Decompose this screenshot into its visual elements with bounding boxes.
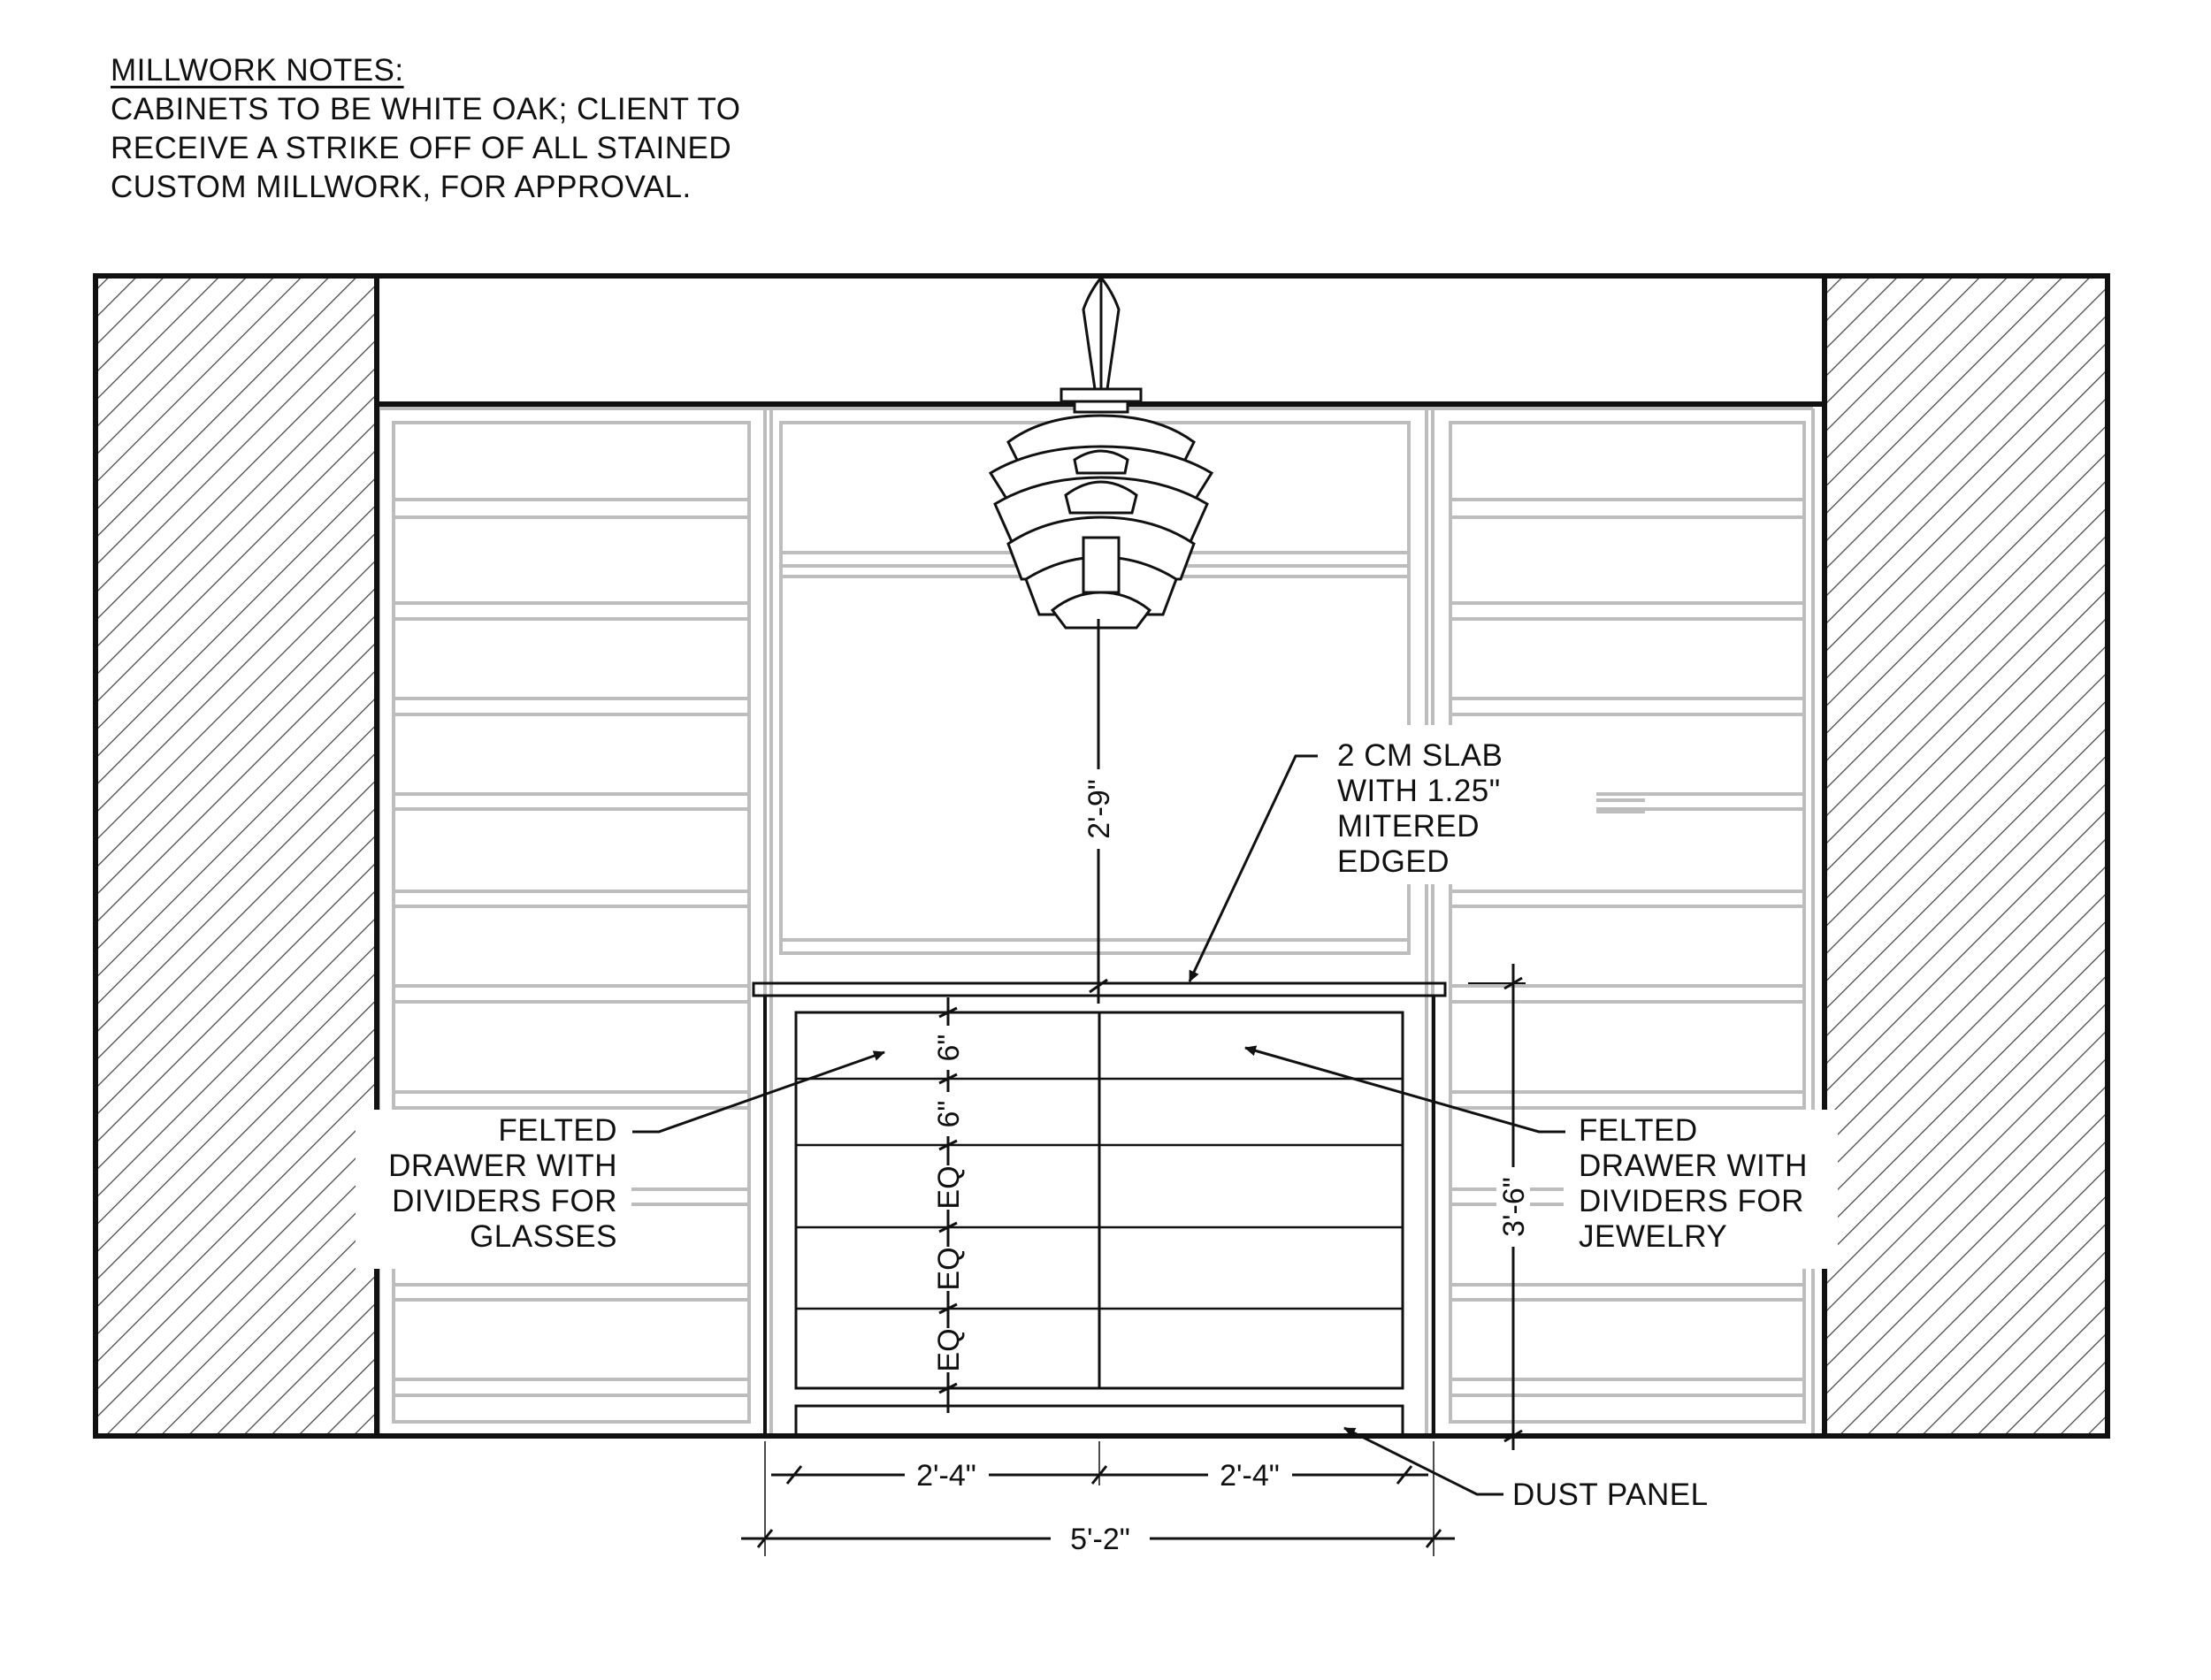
callout-text: EDGED [1337, 844, 1450, 879]
callout-text: DUST PANEL [1512, 1478, 1709, 1512]
dim-drawer-stack [932, 997, 966, 1413]
callout-text: DRAWER WITH [1579, 1149, 1808, 1183]
callout-text: FELTED [498, 1113, 617, 1148]
callout-text: DIVIDERS FOR [392, 1184, 617, 1218]
dim-cabinet-height [1468, 964, 1531, 1450]
dust-panel [796, 1406, 1403, 1436]
callout-text: DIVIDERS FOR [1579, 1184, 1804, 1218]
wall-left [96, 276, 377, 1436]
dim-label: 2'-4" [916, 1459, 976, 1493]
callout-jewelry [1245, 1048, 1838, 1269]
dim-label: 6" [932, 1100, 966, 1128]
callout-text: MITERED [1337, 809, 1480, 844]
wall-right [1825, 276, 2108, 1436]
dim-label: EQ [932, 1165, 966, 1210]
callout-text: DRAWER WITH [388, 1149, 617, 1183]
notes-heading: MILLWORK NOTES: [111, 53, 404, 88]
dim-label: 6" [932, 1034, 966, 1062]
dim-label: 2'-4" [1220, 1459, 1280, 1493]
dim-label: 2'-9" [1083, 779, 1116, 839]
notes-line: RECEIVE A STRIKE OFF OF ALL STAINED [111, 131, 732, 165]
notes-line: CUSTOM MILLWORK, FOR APPROVAL. [111, 170, 692, 204]
notes-line: CABINETS TO BE WHITE OAK; CLIENT TO [111, 92, 741, 126]
callout-dust-panel [1344, 1428, 1709, 1512]
dim-label: EQ [932, 1247, 966, 1291]
dim-widths [741, 1441, 1455, 1559]
pendant-lamp [991, 278, 1212, 628]
callout-text: FELTED [1579, 1113, 1698, 1148]
callout-text: WITH 1.25" [1337, 774, 1501, 808]
dresser [754, 983, 1445, 1436]
callout-text: JEWELRY [1579, 1219, 1728, 1254]
callout-text: 2 CM SLAB [1337, 738, 1503, 773]
callout-glasses [356, 1052, 884, 1269]
dim-label: 5'-2" [1070, 1523, 1130, 1556]
dim-pendant-height [1081, 619, 1116, 1004]
dim-label: 3'-6" [1497, 1177, 1531, 1237]
dim-label: EQ [932, 1328, 966, 1372]
callout-text: GLASSES [470, 1219, 617, 1254]
callout-slab [1190, 725, 1596, 981]
